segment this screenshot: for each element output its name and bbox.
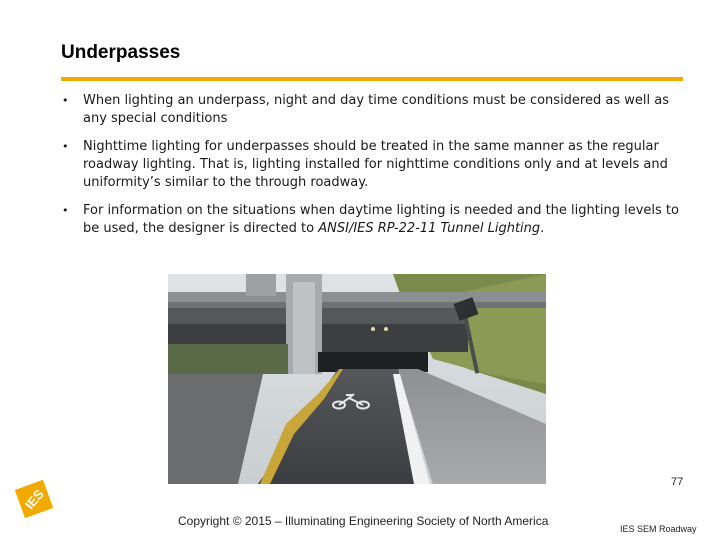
bullet-text-tail: . bbox=[540, 221, 545, 236]
bullet-text: When lighting an underpass, night and day time conditions must be considered as well as any special conditions bbox=[83, 93, 669, 126]
bullet-marker: • bbox=[62, 204, 69, 217]
title-underline bbox=[61, 77, 683, 81]
reference-title: ANSI/IES RP-22-11 Tunnel Lighting bbox=[318, 221, 541, 236]
bullet-list bbox=[62, 92, 682, 248]
ies-logo bbox=[15, 480, 53, 518]
bullet-item bbox=[62, 202, 682, 238]
bullet-marker: • bbox=[62, 94, 69, 107]
bullet-item bbox=[62, 138, 682, 192]
bullet-text-lead: For information on the situations when daytime lighting is needed and the lighting levels to be used, the designer is directed to bbox=[83, 203, 679, 236]
bullet-text: Nighttime lighting for underpasses should be treated in the same manner as the regular roadway lighting. That is, lighting installed for nighttime conditions only and at levels and uniformity’s similar to the through roadway. bbox=[83, 139, 668, 190]
bullet-marker: • bbox=[62, 140, 69, 153]
bullet-text bbox=[83, 202, 682, 238]
copyright-text: Copyright © 2015 – Illuminating Engineering Society of North America bbox=[178, 514, 549, 528]
underpass-photo bbox=[168, 274, 546, 484]
page-number: 77 bbox=[671, 476, 684, 488]
slide-title: Underpasses bbox=[61, 42, 181, 63]
logo-text: IES bbox=[21, 486, 47, 513]
bullet-item bbox=[62, 92, 682, 128]
footer-label: IES SEM Roadway bbox=[620, 524, 697, 534]
